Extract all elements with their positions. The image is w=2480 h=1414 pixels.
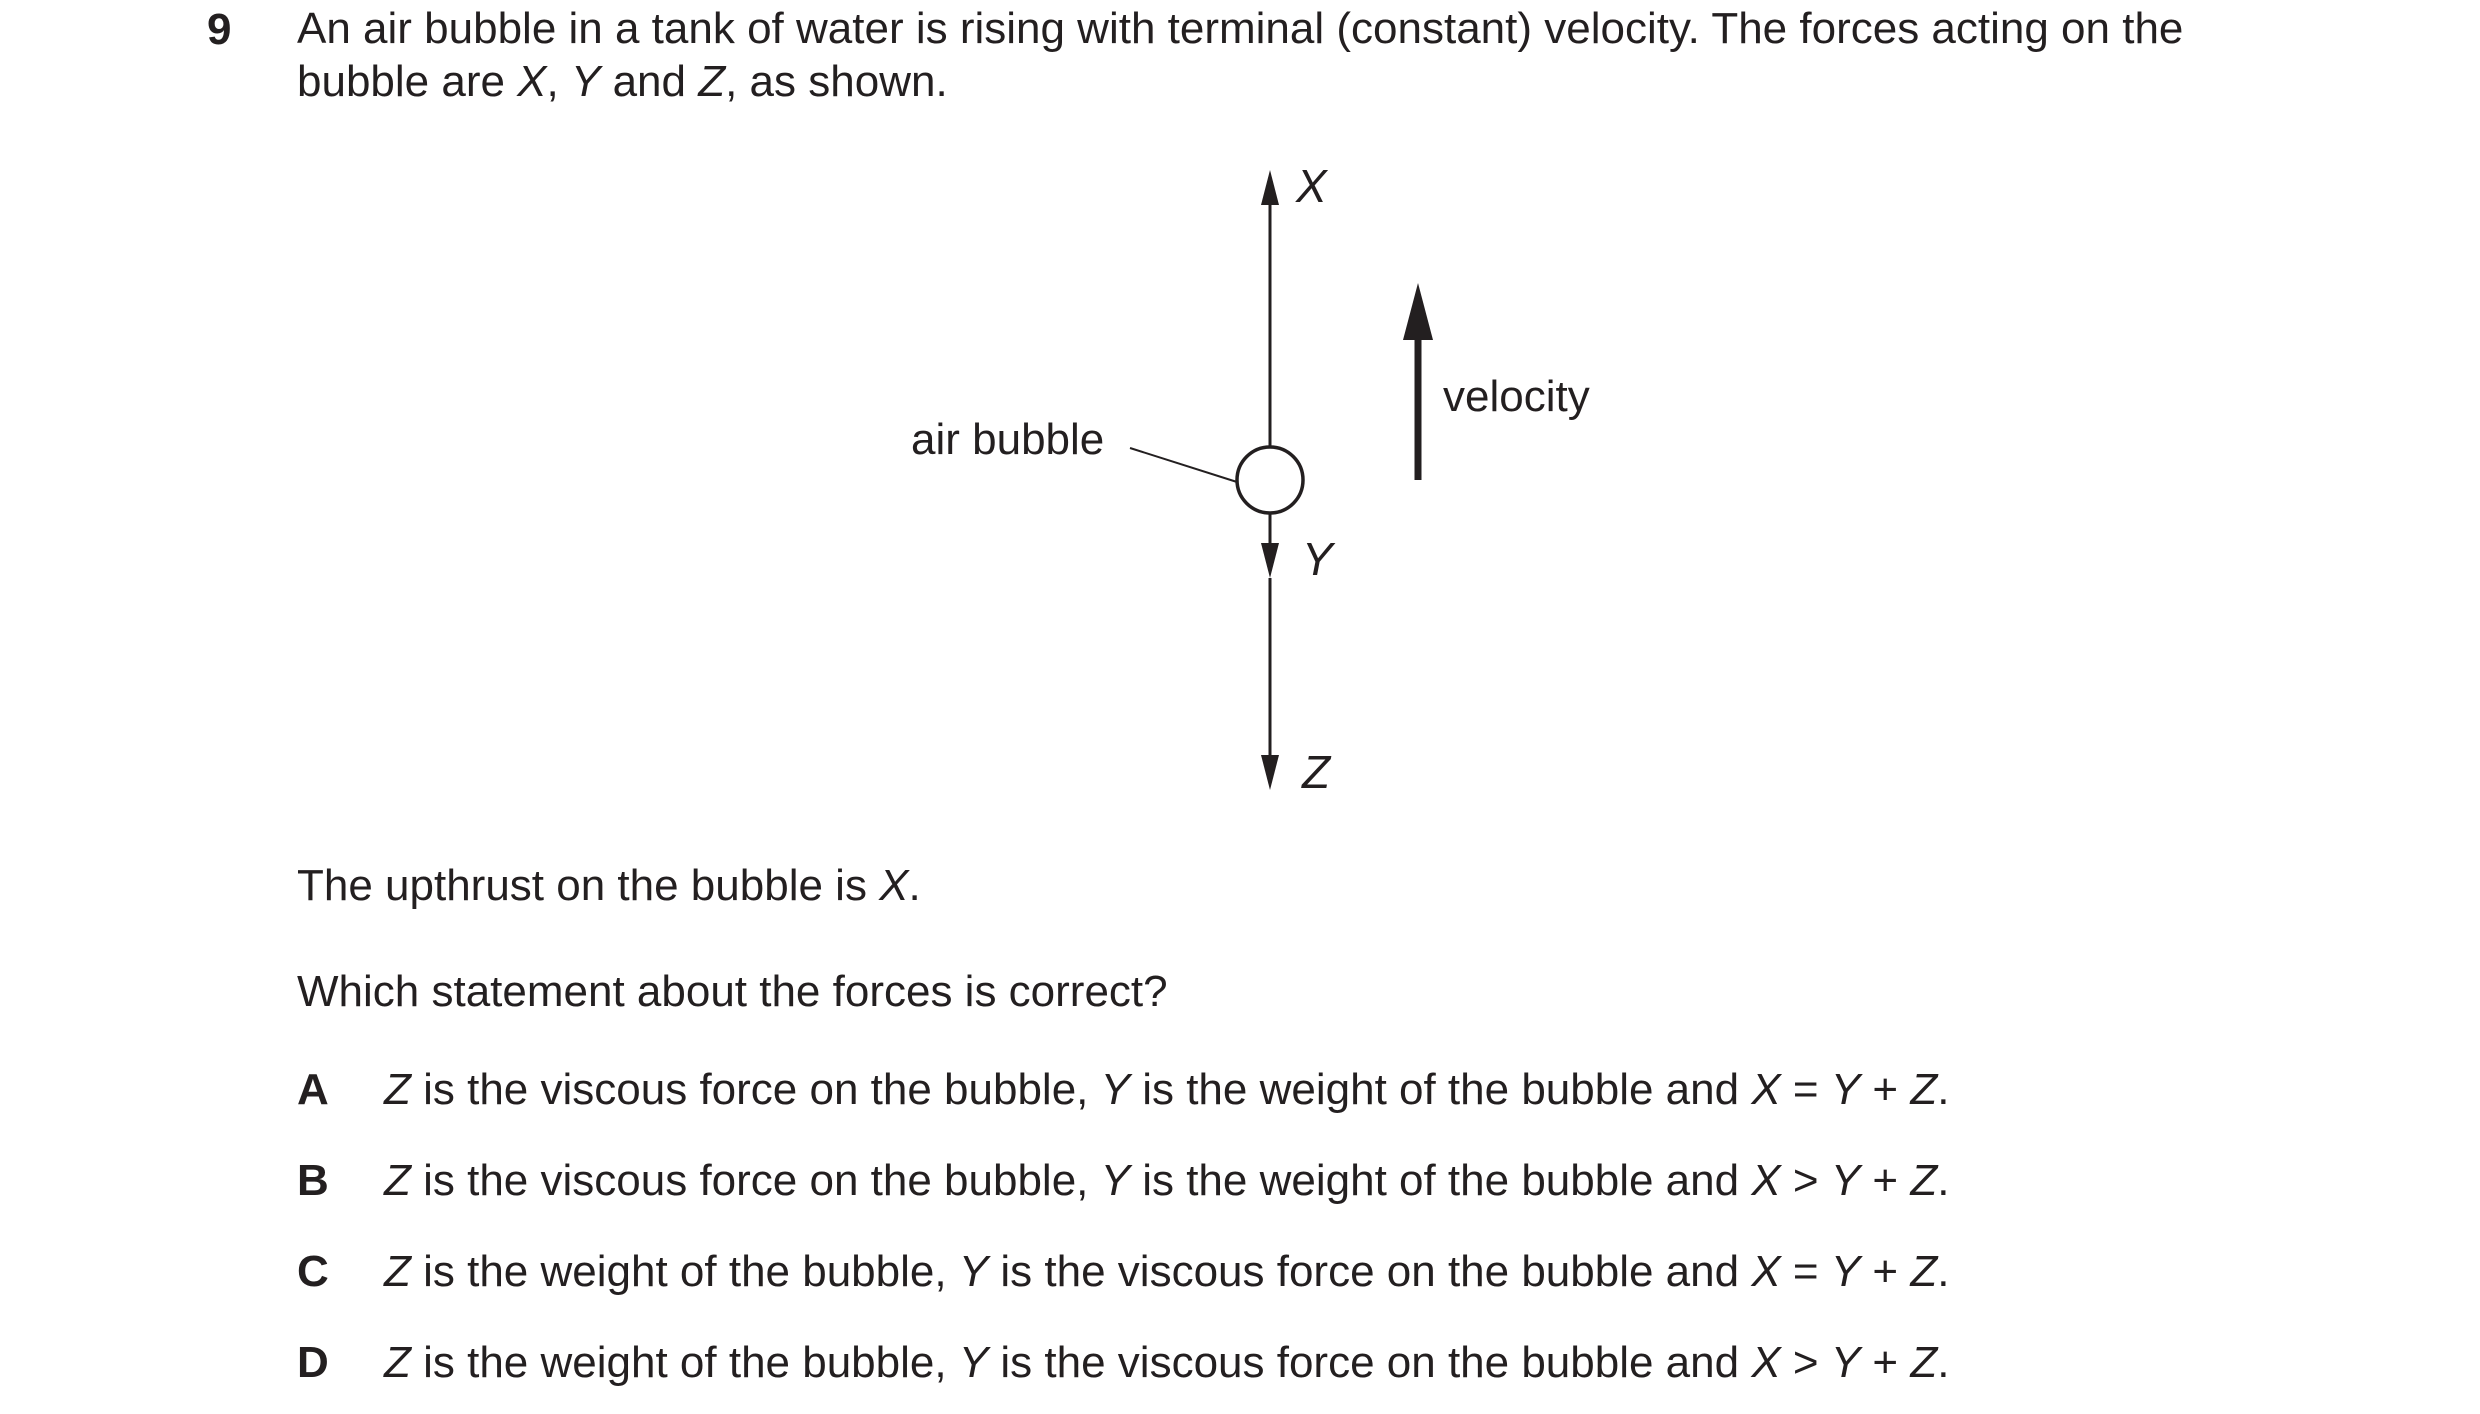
option-text: Z is the viscous force on the bubble, Y is the weight of the bubble and X > Y + Z. xyxy=(384,1156,1950,1205)
stem-line-2: bubble are X, Y and Z, as shown. xyxy=(297,57,948,106)
force-x-label: X xyxy=(1296,160,1327,212)
option-letter: B xyxy=(297,1156,329,1205)
stem-line-1: An air bubble in a tank of water is rising with terminal (constant) velocity. The forces acting on the xyxy=(297,4,2184,53)
question-number: 9 xyxy=(207,5,232,54)
option-letter: A xyxy=(297,1065,329,1114)
air-bubble-leader xyxy=(1130,448,1237,482)
option-text: Z is the viscous force on the bubble, Y is the weight of the bubble and X = Y + Z. xyxy=(384,1065,1950,1114)
air-bubble xyxy=(1237,447,1303,513)
option-letter: C xyxy=(297,1247,329,1296)
velocity-arrowhead xyxy=(1403,283,1433,340)
option-letter: D xyxy=(297,1338,329,1387)
option-text: Z is the weight of the bubble, Y is the viscous force on the bubble and X > Y + Z. xyxy=(384,1338,1950,1387)
force-x-arrowhead xyxy=(1261,170,1279,205)
velocity-label: velocity xyxy=(1443,372,1590,421)
question-prompt: Which statement about the forces is correct? xyxy=(297,967,1168,1016)
force-y-arrowhead xyxy=(1261,543,1279,578)
air-bubble-label: air bubble xyxy=(911,415,1105,464)
upthrust-statement: The upthrust on the bubble is X. xyxy=(297,861,921,910)
force-y-label: Y xyxy=(1302,533,1333,585)
option-text: Z is the weight of the bubble, Y is the viscous force on the bubble and X = Y + Z. xyxy=(384,1247,1950,1296)
force-z-label: Z xyxy=(1302,746,1331,798)
force-z-arrowhead xyxy=(1261,755,1279,790)
